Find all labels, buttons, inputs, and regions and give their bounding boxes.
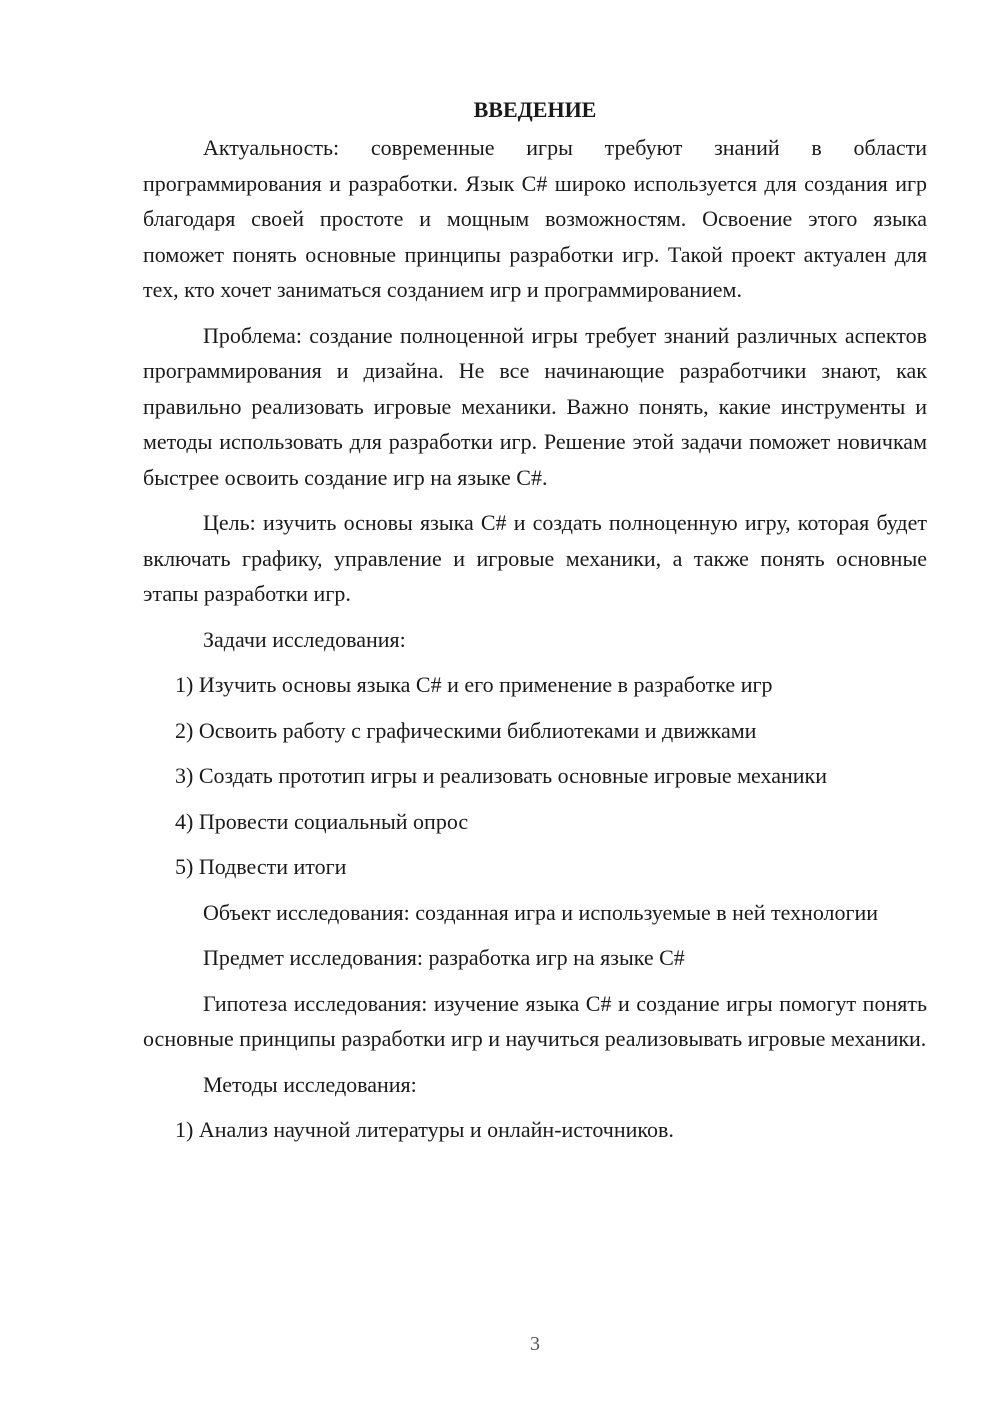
list-item: 1) Изучить основы языка C# и его применение в разработке игр [175,672,773,697]
page-content [143,92,927,1158]
tasks-heading: Задачи исследования: [203,626,406,652]
paragraph-problem: Проблема: создание полноценной игры требует знаний различных аспектов программирования и дизайна. Не все начинающие разработчики знают, как правильно реализовать игровые механики. Важно понять, какие инструменты и методы использовать для разработки игр. Решение этой задачи поможет новичкам быстрее освоить создание игр на языке C#. [143,322,927,490]
paragraph-hypothesis: Гипотеза исследования: изучение языка C# и создание игры помогут понять основные принципы разработки игр и научиться реализовывать игровые механики. [143,990,927,1051]
list-item: 3) Создать прототип игры и реализовать основные игровые механики [175,763,828,788]
list-item: 1) Анализ научной литературы и онлайн-источников. [175,1117,674,1142]
list-item: 5) Подвести итоги [175,854,347,879]
paragraph-goal: Цель: изучить основы языка C# и создать полноценную игру, которая будет включать графику, управление и игровые механики, а также понять основные этапы разработки игр. [143,510,927,606]
paragraph-relevance: Актуальность: современные игры требуют знаний в области программирования и разработки. Язык C# широко используется для создания игр благодаря своей простоте и мощным возможностям. Освоение этого языка поможет понять основные принципы разработки игр. Такой проект актуален для тех, кто хочет заниматься созданием игр и программированием. [143,135,927,302]
methods-heading: Методы исследования: [203,1071,417,1097]
paragraph-object: Объект исследования: созданная игра и используемые в ней технологии [203,899,879,925]
methods-list [143,1112,927,1148]
page-title: ВВЕДЕНИЕ [473,97,597,122]
page-number: 3 [530,1333,540,1355]
list-item: 2) Освоить работу с графическими библиотеками и движками [175,717,757,743]
paragraph-subject: Предмет исследования: разработка игр на языке C# [203,945,685,970]
list-item: 4) Провести социальный опрос [175,808,469,834]
tasks-list [143,667,927,885]
